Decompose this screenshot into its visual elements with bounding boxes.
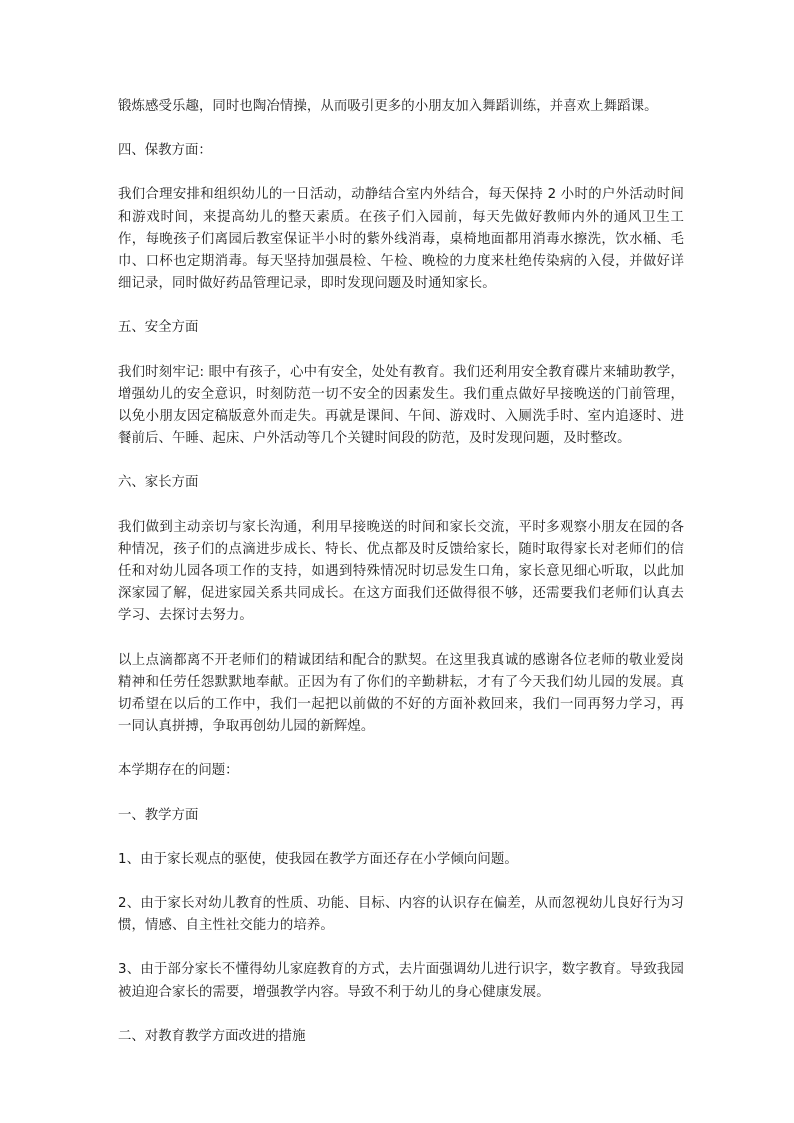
list-item-problem-1: 1、由于家长观点的驱使，使我园在教学方面还存在小学倾向问题。 (118, 851, 518, 867)
heading-safety: 五、安全方面 (118, 320, 199, 336)
paragraph-thanks: 以上点滴都离不开老师们的精诚团结和配合的默契。在这里我真诚的感谢各位老师的敬业爱岗精神和任劳任怨默默地奉献。正因为有了你们的辛勤耕耘，才有了今天我们幼儿园的发展。真切希望在以后的工作中，我们一起把以前做的不好的方面补救回来，我们一同再努力学习，再一同认真拼搏，争取再创幼儿园的新辉煌。 (118, 652, 684, 735)
paragraph-care-education: 我们合理安排和组织幼儿的一日活动，动静结合室内外结合，每天保持 2 小时的户外活动时间和游戏时间，来提高幼儿的整天素质。在孩子们入园前，每天先做好教师内外的通风卫生工作，每晚孩子们离园后教室保证半小时的紫外线消毒，桌椅地面都用消毒水擦洗，饮水桶、毛巾、口杯也定期消毒。每天坚持加强晨检、午检、晚检的力度来杜绝传染病的入侵，并做好详细记录，同时做好药品管理记录，即时发现问题及时通知家长。 (118, 187, 684, 292)
list-item-problem-3: 3、由于部分家长不懂得幼儿家庭教育的方式，去片面强调幼儿进行识字，数字教育。导致我园被迫迎合家长的需要，增强教学内容。导致不利于幼儿的身心健康发展。 (118, 962, 684, 1000)
heading-parents: 六、家长方面 (118, 475, 199, 491)
heading-care-education: 四、保教方面： (118, 143, 212, 159)
paragraph-safety: 我们时刻牢记: 眼中有孩子，心中有安全，处处有教育。我们还利用安全教育碟片来辅助教学，增强幼儿的安全意识，时刻防范一切不安全的因素发生。我们重点做好早接晚送的门前管理，以免小朋友因定稿版意外而走失。再就是课间、午间、游戏时、入厕洗手时、室内追逐时、进餐前后、午睡、起床、户外活动等几个关键时间段的防范，及时发现问题，及时整改。 (118, 364, 684, 447)
paragraph-dance-closing: 锻炼感受乐趣，同时也陶冶情操，从而吸引更多的小朋友加入舞蹈训练，并喜欢上舞蹈课。 (118, 99, 658, 114)
paragraph-parents: 我们做到主动亲切与家长沟通，利用早接晚送的时间和家长交流，平时多观察小朋友在园的各种情况，孩子们的点滴进步成长、特长、优点都及时反馈给家长，随时取得家长对老师们的信任和对幼儿园各项工作的支持，如遇到特殊情况时切忌发生口角，家长意见细心听取，以此加深家园了解，促进家园关系共同成长。在这方面我们还做得很不够，还需要我们老师们认真去学习、去探讨去努力。 (118, 519, 684, 624)
heading-improvements: 二、对教育教学方面改进的措施 (118, 1028, 306, 1044)
document-page (118, 96, 684, 1048)
heading-teaching: 一、教学方面 (118, 807, 199, 823)
heading-problems: 本学期存在的问题： (118, 763, 239, 779)
list-item-problem-2: 2、由于家长对幼儿教育的性质、功能、目标、内容的认识存在偏差，从而忽视幼儿良好行为习惯，情感、自主性社交能力的培养。 (118, 896, 684, 934)
